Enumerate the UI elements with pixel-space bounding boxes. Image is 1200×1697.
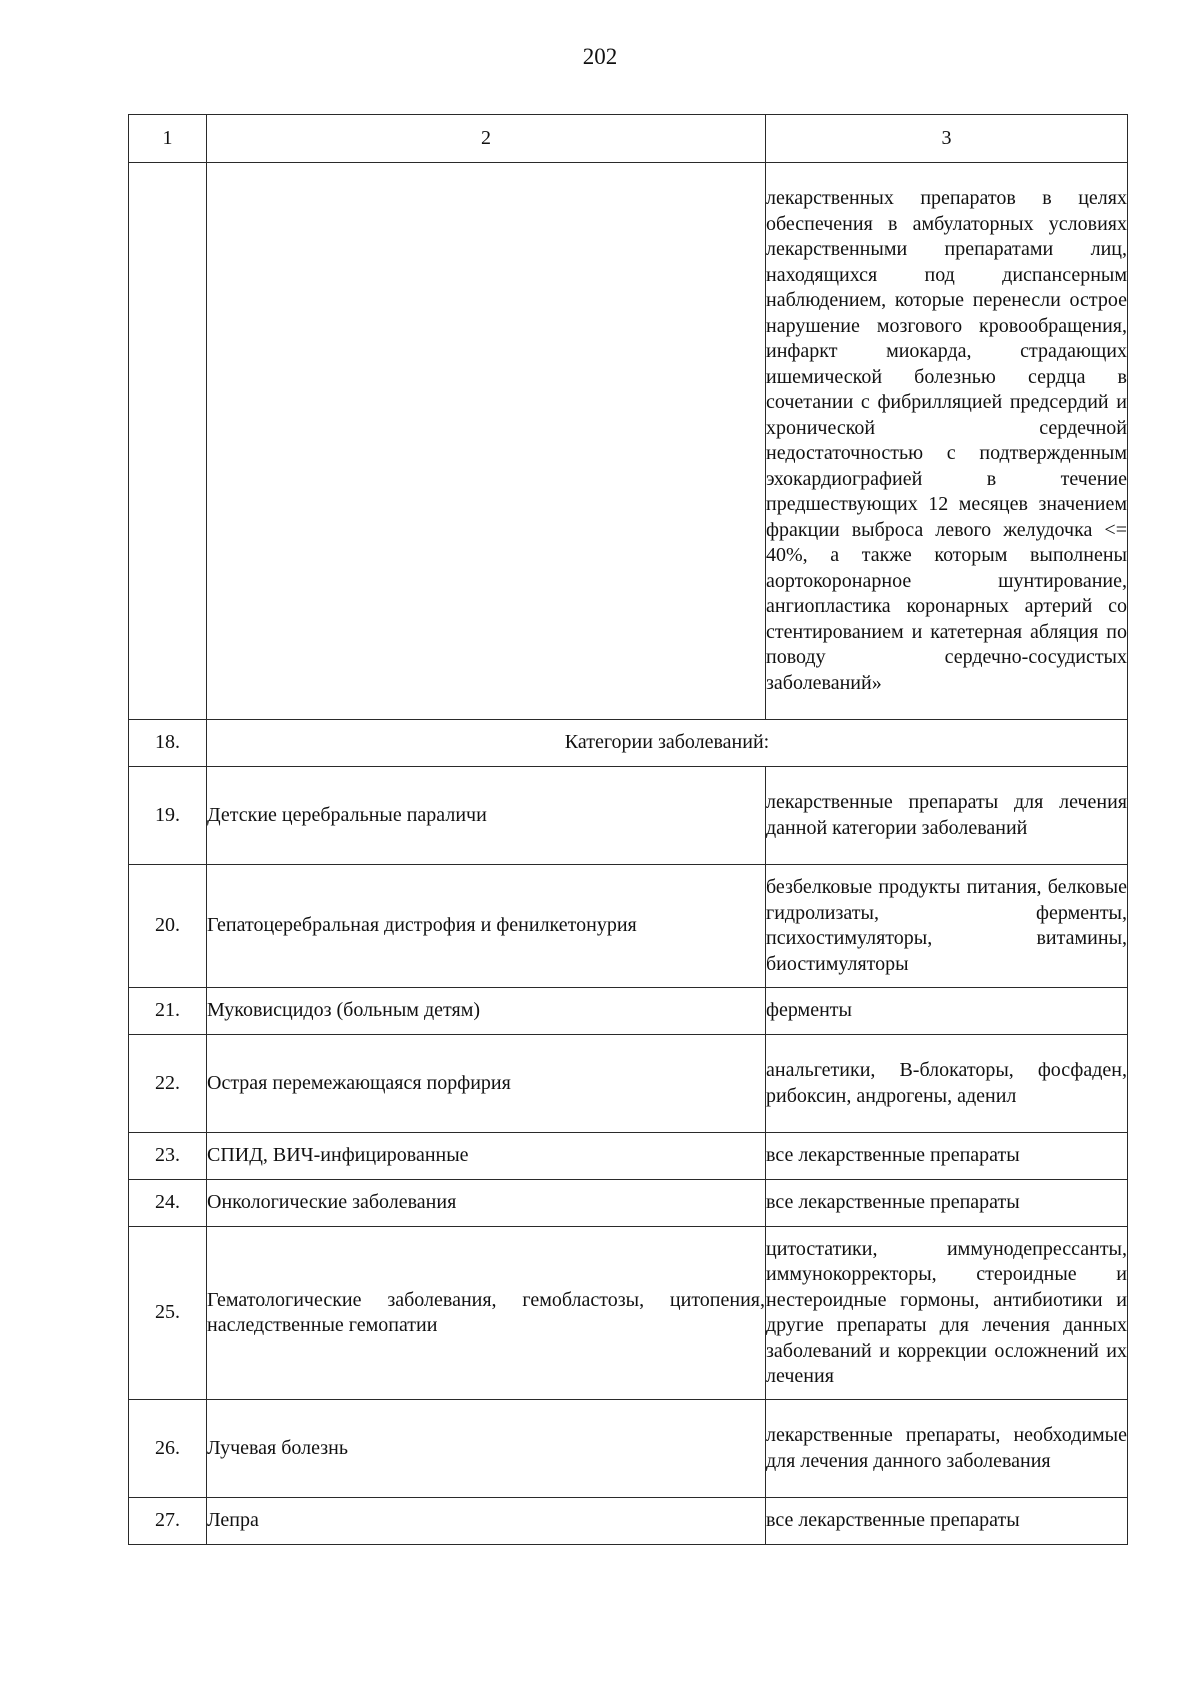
row-number: 22. xyxy=(129,1035,207,1133)
table-row xyxy=(129,865,1128,988)
column-header-3: 3 xyxy=(766,115,1128,163)
section-title: Категории заболеваний: xyxy=(207,720,1128,767)
drug-list: лекарственные препараты для лечения данной категории заболеваний xyxy=(766,767,1128,865)
drug-list: все лекарственные препараты xyxy=(766,1498,1128,1545)
drug-list: лекарственных препаратов в целях обеспечения в амбулаторных условиях лекарственными препаратами лиц, находящихся под диспансерным наблюдением, которые перенесли острое нарушение мозгового кровообращения, инфаркт миокарда, страдающих ишемической болезнью сердца в сочетании с фибрилляцией предсердий и хронической сердечной недостаточностью с подтвержденным эхокардиографией в течение предшествующих 12 месяцев значением фракции выброса левого желудочка <= 40%, а также которым выполнены аортокоронарное шунтирование, ангиопластика коронарных артерий со стентированием и катетерная абляция по поводу сердечно-сосудистых заболеваний» xyxy=(766,163,1128,720)
disease-name xyxy=(207,163,766,720)
table-header-row xyxy=(129,115,1128,163)
row-number: 26. xyxy=(129,1400,207,1498)
table-row xyxy=(129,1180,1128,1227)
table-row xyxy=(129,1498,1128,1545)
table-row xyxy=(129,1227,1128,1400)
row-number: 18. xyxy=(129,720,207,767)
drug-list: цитостатики, иммунодепрессанты, иммунокорректоры, стероидные и нестероидные гормоны, антибиотики и другие препараты для лечения данных заболеваний и коррекции осложнений их лечения xyxy=(766,1227,1128,1400)
disease-name: Детские церебральные параличи xyxy=(207,767,766,865)
row-number: 24. xyxy=(129,1180,207,1227)
drug-list: все лекарственные препараты xyxy=(766,1180,1128,1227)
disease-name: Гематологические заболевания, гемобластозы, цитопения, наследственные гемопатии xyxy=(207,1227,766,1400)
drug-list: анальгетики, B-блокаторы, фосфаден, рибоксин, андрогены, аденил xyxy=(766,1035,1128,1133)
disease-name: СПИД, ВИЧ-инфицированные xyxy=(207,1133,766,1180)
row-number: 19. xyxy=(129,767,207,865)
table-row xyxy=(129,767,1128,865)
column-header-2: 2 xyxy=(207,115,766,163)
continuation-row xyxy=(129,163,1128,720)
disease-name: Лепра xyxy=(207,1498,766,1545)
disease-name: Лучевая болезнь xyxy=(207,1400,766,1498)
row-number: 21. xyxy=(129,988,207,1035)
disease-name: Муковисцидоз (больным детям) xyxy=(207,988,766,1035)
row-number: 23. xyxy=(129,1133,207,1180)
disease-name: Острая перемежающаяся порфирия xyxy=(207,1035,766,1133)
drug-list: лекарственные препараты, необходимые для лечения данного заболевания xyxy=(766,1400,1128,1498)
disease-drugs-table xyxy=(128,114,1128,1545)
table-row xyxy=(129,988,1128,1035)
table-row xyxy=(129,1400,1128,1498)
row-number: 25. xyxy=(129,1227,207,1400)
disease-name: Гепатоцеребральная дистрофия и фенилкетонурия xyxy=(207,865,766,988)
row-number xyxy=(129,163,207,720)
column-header-1: 1 xyxy=(129,115,207,163)
page-number: 202 xyxy=(582,44,618,69)
drug-list: безбелковые продукты питания, белковые гидролизаты, ферменты, психостимуляторы, витамины, биостимуляторы xyxy=(766,865,1128,988)
section-row xyxy=(129,720,1128,767)
drug-list: ферменты xyxy=(766,988,1128,1035)
drug-list: все лекарственные препараты xyxy=(766,1133,1128,1180)
row-number: 27. xyxy=(129,1498,207,1545)
table-row xyxy=(129,1133,1128,1180)
row-number: 20. xyxy=(129,865,207,988)
table-row xyxy=(129,1035,1128,1133)
disease-name: Онкологические заболевания xyxy=(207,1180,766,1227)
